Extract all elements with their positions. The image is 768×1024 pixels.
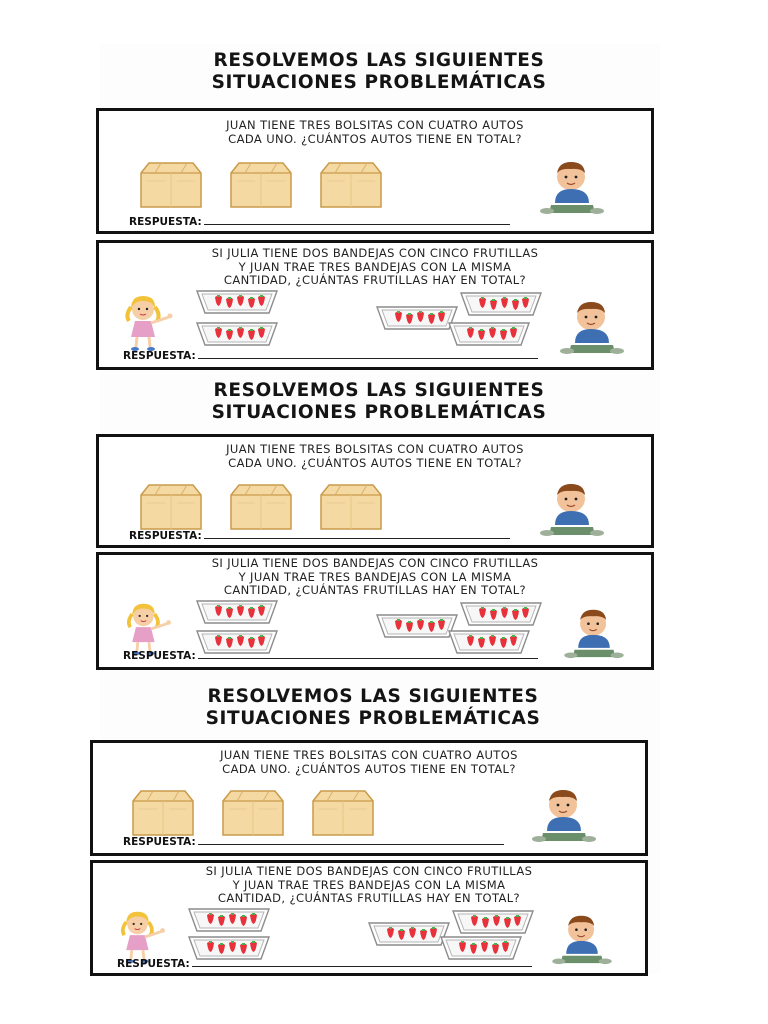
paper-bag-icon xyxy=(307,789,379,837)
problem-text-line: JUAN TIENE TRES BOLSITAS CON CUATRO AUTOS xyxy=(226,118,524,132)
paper-bag-icon xyxy=(135,483,207,531)
problem-text-line: CANTIDAD, ¿CUÁNTAS FRUTILLAS HAY EN TOTAL? xyxy=(217,891,521,905)
worksheet-section-2 xyxy=(96,380,662,672)
problem-text-line: CADA UNO. ¿CUÁNTOS AUTOS TIENE EN TOTAL? xyxy=(228,131,522,146)
title-line-1: RESOLVEMOS LAS SIGUIENTES xyxy=(213,380,545,401)
problem-text xyxy=(99,119,651,146)
problem-text-line: Y JUAN TRAE TRES BANDEJAS CON LA MISMA xyxy=(238,259,512,274)
section-title xyxy=(90,686,656,730)
answer-line[interactable] xyxy=(129,529,510,542)
boy-sitting-icon xyxy=(549,913,615,965)
strawberry-tray-icon xyxy=(195,289,279,315)
worksheet-section-3 xyxy=(90,686,656,978)
paper-bag-icon xyxy=(225,483,297,531)
answer-blank[interactable] xyxy=(198,349,538,359)
problem-text xyxy=(93,865,645,906)
paper-bag-icon xyxy=(217,789,289,837)
boy-sitting-icon xyxy=(561,607,627,659)
problem-text-line: SI JULIA TIENE DOS BANDEJAS CON CINCO FRUTILLAS xyxy=(211,246,539,260)
problem-box-trays xyxy=(90,860,648,976)
answer-label: RESPUESTA: xyxy=(123,350,196,362)
answer-label: RESPUESTA: xyxy=(129,530,202,542)
problem-text xyxy=(93,749,645,776)
problem-text-line: SI JULIA TIENE DOS BANDEJAS CON CINCO FRUTILLAS xyxy=(211,556,539,570)
section-title xyxy=(96,50,662,94)
answer-blank[interactable] xyxy=(198,649,538,659)
paper-bag-icon xyxy=(225,161,297,209)
title-line-1: RESOLVEMOS LAS SIGUIENTES xyxy=(207,686,539,707)
title-line-1: RESOLVEMOS LAS SIGUIENTES xyxy=(213,50,545,71)
title-line-2: SITUACIONES PROBLEMÁTICAS xyxy=(211,72,547,93)
problem-text xyxy=(99,443,651,470)
problem-text-line: JUAN TIENE TRES BOLSITAS CON CUATRO AUTOS xyxy=(226,442,524,456)
problem-box-trays xyxy=(96,240,654,370)
worksheet-section-1 xyxy=(96,50,662,370)
paper-bag-icon xyxy=(315,161,387,209)
problem-text-line: SI JULIA TIENE DOS BANDEJAS CON CINCO FRUTILLAS xyxy=(205,864,533,878)
problem-box-bags xyxy=(96,434,654,548)
title-line-2: SITUACIONES PROBLEMÁTICAS xyxy=(211,402,547,423)
strawberry-tray-icon xyxy=(187,907,271,933)
answer-label: RESPUESTA: xyxy=(129,216,202,228)
answer-line[interactable] xyxy=(117,957,532,970)
answer-label: RESPUESTA: xyxy=(123,836,196,848)
answer-blank[interactable] xyxy=(192,957,532,967)
paper-bag-icon xyxy=(135,161,207,209)
answer-line[interactable] xyxy=(129,215,510,228)
title-line-2: SITUACIONES PROBLEMÁTICAS xyxy=(205,708,541,729)
boy-sitting-icon xyxy=(537,481,607,537)
problem-text-line: CANTIDAD, ¿CUÁNTAS FRUTILLAS HAY EN TOTAL? xyxy=(223,273,527,287)
answer-blank[interactable] xyxy=(204,529,510,539)
problem-text xyxy=(99,557,651,598)
problem-text-line: JUAN TIENE TRES BOLSITAS CON CUATRO AUTOS xyxy=(220,748,518,762)
answer-line[interactable] xyxy=(123,835,504,848)
problem-text xyxy=(99,247,651,288)
problem-box-bags xyxy=(96,108,654,234)
problem-text-line: Y JUAN TRAE TRES BANDEJAS CON LA MISMA xyxy=(232,877,506,892)
answer-blank[interactable] xyxy=(198,835,504,845)
problem-box-trays xyxy=(96,552,654,670)
strawberry-tray-icon xyxy=(195,321,279,347)
strawberry-tray-icon xyxy=(195,599,279,625)
paper-bag-icon xyxy=(315,483,387,531)
strawberry-tray-icon xyxy=(459,601,543,627)
boy-sitting-icon xyxy=(529,787,599,843)
answer-label: RESPUESTA: xyxy=(117,958,190,970)
problem-text-line: CADA UNO. ¿CUÁNTOS AUTOS TIENE EN TOTAL? xyxy=(222,761,516,776)
strawberry-tray-icon xyxy=(451,909,535,935)
boy-sitting-icon xyxy=(557,299,627,355)
paper-bag-icon xyxy=(127,789,199,837)
boy-sitting-icon xyxy=(537,159,607,215)
strawberry-tray-icon xyxy=(459,291,543,317)
problem-text-line: CADA UNO. ¿CUÁNTOS AUTOS TIENE EN TOTAL? xyxy=(228,455,522,470)
strawberry-tray-icon xyxy=(447,321,531,347)
answer-label: RESPUESTA: xyxy=(123,650,196,662)
answer-line[interactable] xyxy=(123,649,538,662)
answer-blank[interactable] xyxy=(204,215,510,225)
girl-waving-icon xyxy=(119,293,179,353)
answer-line[interactable] xyxy=(123,349,538,362)
problem-text-line: Y JUAN TRAE TRES BANDEJAS CON LA MISMA xyxy=(238,569,512,584)
problem-box-bags xyxy=(90,740,648,856)
problem-text-line: CANTIDAD, ¿CUÁNTAS FRUTILLAS HAY EN TOTAL? xyxy=(223,583,527,597)
section-title xyxy=(96,380,662,424)
